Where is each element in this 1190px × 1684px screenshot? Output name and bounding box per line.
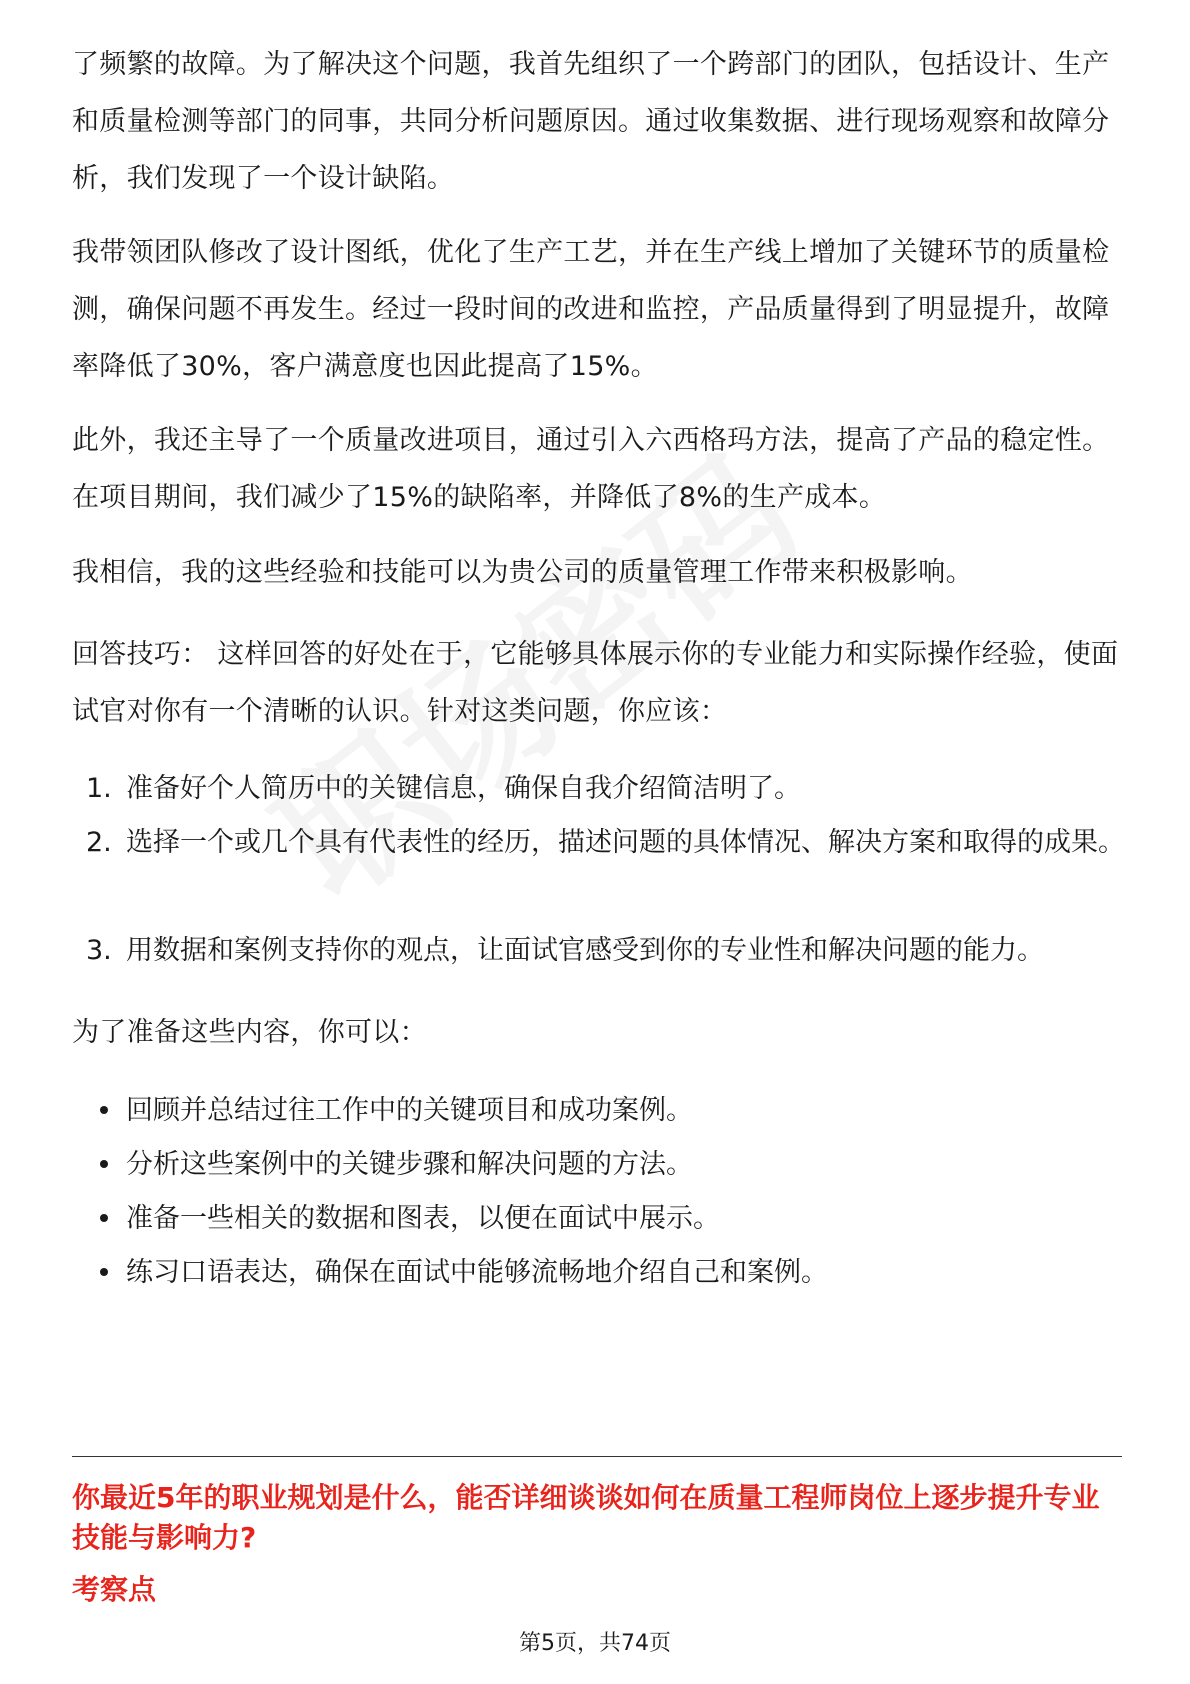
bullet-text: 分析这些案例中的关键步骤和解决问题的方法。 [126, 1149, 693, 1180]
page-footer: 第5页，共74页 [519, 1631, 671, 1656]
paragraph-1: 了频繁的故障。为了解决这个问题，我首先组织了一个跨部门的团队，包括设计、生产和质量检测等部门的同事，共同分析问题原因。通过收集数据、进行现场观察和故障分析，我们发现了一个设计缺陷。 [72, 49, 1110, 194]
list-item [72, 922, 1122, 979]
answer-tips-paragraph: 回答技巧： 这样回答的好处在于，它能够具体展示你的专业能力和实际操作经验，使面试官对你有一个清晰的认识。针对这类问题，你应该： [72, 639, 1119, 727]
bullet-dot-icon [100, 1106, 108, 1114]
list-item [72, 814, 1125, 871]
list-text: 选择一个或几个具有代表性的经历，描述问题的具体情况、解决方案和取得的成果。 [126, 827, 1125, 858]
paragraph-3: 此外，我还主导了一个质量改进项目，通过引入六西格玛方法，提高了产品的稳定性。在项目期间，我们减少了15%的缺陷率，并降低了8%的生产成本。 [72, 425, 1110, 513]
list-number: 2. [86, 827, 112, 858]
bullet-dot-icon [100, 1160, 108, 1168]
list-number: 3. [86, 935, 112, 966]
list-text: 用数据和案例支持你的观点，让面试官感受到你的专业性和解决问题的能力。 [126, 935, 1044, 966]
bullet-text: 回顾并总结过往工作中的关键项目和成功案例。 [126, 1095, 693, 1126]
paragraph-4: 我相信，我的这些经验和技能可以为贵公司的质量管理工作带来积极影响。 [72, 557, 973, 588]
bullet-dot-icon [100, 1268, 108, 1276]
section-label: 考察点 [72, 1573, 157, 1606]
paragraph-2: 我带领团队修改了设计图纸，优化了生产工艺，并在生产线上增加了关键环节的质量检测，确保问题不再发生。经过一段时间的改进和监控，产品质量得到了明显提升，故障率降低了30%，客户满意度也因此提高了15%。 [72, 237, 1110, 382]
bullet-text: 练习口语表达，确保在面试中能够流畅地介绍自己和案例。 [126, 1257, 828, 1288]
list-text: 准备好个人简历中的关键信息，确保自我介绍简洁明了。 [126, 773, 801, 804]
list-number: 1. [86, 773, 112, 804]
prep-intro: 为了准备这些内容，你可以： [72, 1017, 427, 1048]
bullet-dot-icon [100, 1214, 108, 1222]
bullet-text: 准备一些相关的数据和图表，以便在面试中展示。 [126, 1203, 720, 1234]
question-heading: 你最近5年的职业规划是什么，能否详细谈谈如何在质量工程师岗位上逐步提升专业技能与影响力? [72, 1481, 1100, 1554]
list-item [72, 760, 1122, 817]
section-divider [72, 1456, 1122, 1457]
